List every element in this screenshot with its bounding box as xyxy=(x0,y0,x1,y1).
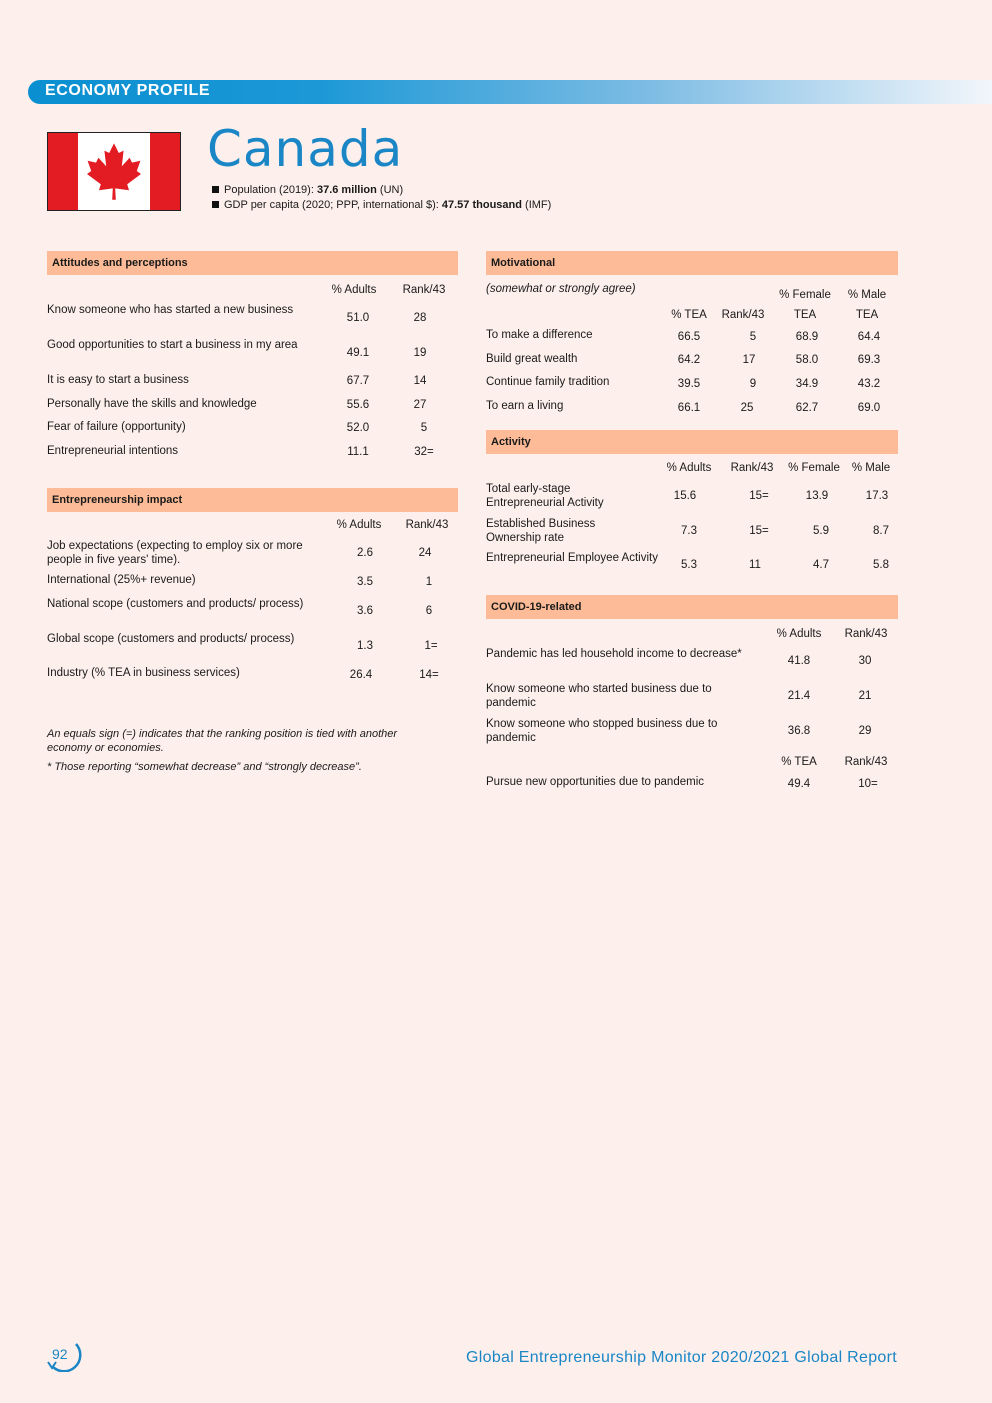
impact-row-rank: 6 xyxy=(425,605,433,617)
covid-col-adults: % Adults xyxy=(776,628,822,640)
motivational-col-rank: Rank/43 xyxy=(721,309,765,321)
population-source: (UN) xyxy=(376,184,404,196)
attitudes-row-value: 51.0 xyxy=(346,312,370,324)
covid-row-label: Pandemic has led household income to decrease* xyxy=(486,648,742,660)
activity-row-value: 7.3 xyxy=(681,525,697,537)
motivational-row-rank: 9 xyxy=(749,378,757,390)
activity-row-female: 4.7 xyxy=(813,559,829,571)
attitudes-row-rank: 19 xyxy=(413,347,427,359)
covid-header: COVID-19-related xyxy=(486,595,898,619)
note-equals-sign: An equals sign (=) indicates that the ranking position is tied with another economy or economies. xyxy=(47,728,398,754)
motivational-row-tea: 66.5 xyxy=(677,331,701,343)
gdp-source: (IMF) xyxy=(521,199,552,211)
motivational-row-rank: 25 xyxy=(740,402,754,414)
motivational-row-rank: 5 xyxy=(749,331,757,343)
activity-row-label: Entrepreneurial Employee Activity xyxy=(486,552,658,564)
motivational-row-male: 64.4 xyxy=(857,331,881,343)
covid-col-rank-tea: Rank/43 xyxy=(844,756,888,768)
covid-row-label: Know someone who stopped business due to pandemic xyxy=(486,718,718,744)
impact-header: Entrepreneurship impact xyxy=(47,488,458,512)
attitudes-row-rank: 5 xyxy=(420,422,428,434)
attitudes-row-label: Good opportunities to start a business in my area xyxy=(47,339,298,351)
motivational-row-male: 43.2 xyxy=(857,378,881,390)
impact-row-label: Global scope (customers and products/ process) xyxy=(47,633,295,645)
motivational-row-label: Continue family tradition xyxy=(486,376,610,388)
activity-row-value: 5.3 xyxy=(681,559,697,571)
activity-col-female: % Female xyxy=(788,462,840,474)
motivational-col-male-tea: TEA xyxy=(855,309,879,321)
motivational-row-tea: 66.1 xyxy=(677,402,701,414)
attitudes-row-value: 55.6 xyxy=(346,399,370,411)
canada-flag-icon xyxy=(47,132,181,211)
attitudes-row-value: 11.1 xyxy=(347,446,369,458)
motivational-row-female: 58.0 xyxy=(795,354,819,366)
report-title: Global Entrepreneurship Monitor 2020/2021 Global Report xyxy=(466,1349,897,1366)
covid-row-label: Know someone who started business due to pandemic xyxy=(486,683,712,709)
activity-row-label: Total early-stage Entrepreneurial Activity xyxy=(486,483,604,509)
attitudes-row-rank: 28 xyxy=(413,312,427,324)
impact-col-rank: Rank/43 xyxy=(405,519,449,531)
country-facts xyxy=(212,183,551,213)
attitudes-row-value: 49.1 xyxy=(346,347,370,359)
motivational-row-female: 68.9 xyxy=(795,331,819,343)
motivational-col-female: % Female xyxy=(779,289,831,301)
activity-row-female: 5.9 xyxy=(813,525,829,537)
attitudes-col-adults: % Adults xyxy=(331,284,377,296)
attitudes-row-label: Fear of failure (opportunity) xyxy=(47,421,186,433)
note-asterisk: * Those reporting “somewhat decrease” and “strongly decrease”. xyxy=(47,761,362,773)
impact-row-rank: 14= xyxy=(419,669,439,681)
activity-row-male: 8.7 xyxy=(873,525,889,537)
covid-row-value: 21.4 xyxy=(787,690,811,702)
impact-row-label: International (25%+ revenue) xyxy=(47,574,196,586)
activity-row-rank: 15= xyxy=(749,490,769,502)
impact-row-rank: 24 xyxy=(418,547,432,559)
banner-title: ECONOMY PROFILE xyxy=(45,82,211,99)
impact-row-rank: 1= xyxy=(424,640,438,652)
population-line xyxy=(212,183,551,198)
covid-row-label: Pursue new opportunities due to pandemic xyxy=(486,776,705,788)
covid-col-tea: % TEA xyxy=(781,756,817,768)
motivational-header: Motivational xyxy=(486,251,898,275)
motivational-row-label: To make a difference xyxy=(486,329,593,341)
covid-row-value: 49.4 xyxy=(787,778,811,790)
gdp-label: GDP per capita (2020; PPP, international $): xyxy=(224,199,442,211)
covid-row-value: 41.8 xyxy=(787,655,811,667)
attitudes-col-rank: Rank/43 xyxy=(402,284,446,296)
covid-row-value: 36.8 xyxy=(787,725,811,737)
impact-col-adults: % Adults xyxy=(336,519,382,531)
impact-row-value: 1.3 xyxy=(357,640,373,652)
country-title: Canada xyxy=(207,120,404,178)
motivational-subtitle: (somewhat or strongly agree) xyxy=(486,283,636,295)
activity-row-male: 5.8 xyxy=(873,559,889,571)
maple-leaf-icon xyxy=(84,141,144,201)
gdp-value: 47.57 thousand xyxy=(441,199,522,211)
attitudes-row-value: 67.7 xyxy=(346,375,370,387)
attitudes-header: Attitudes and perceptions xyxy=(47,251,458,275)
covid-row-rank: 30 xyxy=(858,655,872,667)
motivational-row-label: To earn a living xyxy=(486,400,564,412)
page-number-text: 92 xyxy=(52,1346,68,1362)
motivational-row-label: Build great wealth xyxy=(486,353,578,365)
impact-row-label: National scope (customers and products/ process) xyxy=(47,598,304,610)
activity-header: Activity xyxy=(486,430,898,454)
motivational-row-male: 69.0 xyxy=(857,402,881,414)
bullet-square-icon xyxy=(212,186,219,193)
impact-row-label: Job expectations (expecting to employ six or more people in five years' time). xyxy=(47,540,303,566)
covid-col-rank: Rank/43 xyxy=(844,628,888,640)
covid-row-rank: 10= xyxy=(858,778,878,790)
motivational-row-female: 34.9 xyxy=(795,378,819,390)
activity-row-rank: 11 xyxy=(749,559,761,571)
bullet-square-icon xyxy=(212,201,219,208)
attitudes-row-label: Entrepreneurial intentions xyxy=(47,445,179,457)
attitudes-row-rank: 27 xyxy=(413,399,427,411)
impact-row-rank: 1 xyxy=(425,576,433,588)
population-value: 37.6 million xyxy=(316,184,377,196)
gdp-line xyxy=(212,198,551,213)
impact-row-value: 2.6 xyxy=(357,547,373,559)
attitudes-row-label: It is easy to start a business xyxy=(47,374,189,386)
attitudes-row-rank: 32= xyxy=(414,446,434,458)
activity-col-adults: % Adults xyxy=(666,462,712,474)
motivational-col-tea: % TEA xyxy=(671,309,707,321)
impact-row-value: 3.5 xyxy=(357,576,373,588)
motivational-row-tea: 39.5 xyxy=(677,378,701,390)
attitudes-row-label: Personally have the skills and knowledge xyxy=(47,398,257,410)
page-number xyxy=(46,1340,82,1372)
motivational-col-male: % Male xyxy=(847,289,887,301)
activity-row-female: 13.9 xyxy=(805,490,829,502)
activity-row-rank: 15= xyxy=(749,525,769,537)
activity-col-rank: Rank/43 xyxy=(730,462,774,474)
motivational-row-female: 62.7 xyxy=(795,402,819,414)
activity-row-label: Established Business Ownership rate xyxy=(486,518,596,544)
impact-row-value: 3.6 xyxy=(357,605,373,617)
impact-row-label: Industry (% TEA in business services) xyxy=(47,667,240,679)
activity-col-male: % Male xyxy=(851,462,891,474)
covid-row-rank: 29 xyxy=(858,725,872,737)
activity-row-male: 17.3 xyxy=(865,490,889,502)
population-label: Population (2019): xyxy=(224,184,317,196)
attitudes-row-label: Know someone who has started a new business xyxy=(47,304,294,316)
attitudes-row-rank: 14 xyxy=(413,375,427,387)
attitudes-row-value: 52.0 xyxy=(346,422,370,434)
activity-row-value: 15.6 xyxy=(673,490,697,502)
motivational-row-tea: 64.2 xyxy=(677,354,701,366)
motivational-row-rank: 17 xyxy=(742,354,756,366)
motivational-col-female-tea: TEA xyxy=(793,309,817,321)
covid-row-rank: 21 xyxy=(858,690,872,702)
impact-row-value: 26.4 xyxy=(349,669,373,681)
section-banner xyxy=(28,80,992,104)
motivational-row-male: 69.3 xyxy=(857,354,881,366)
